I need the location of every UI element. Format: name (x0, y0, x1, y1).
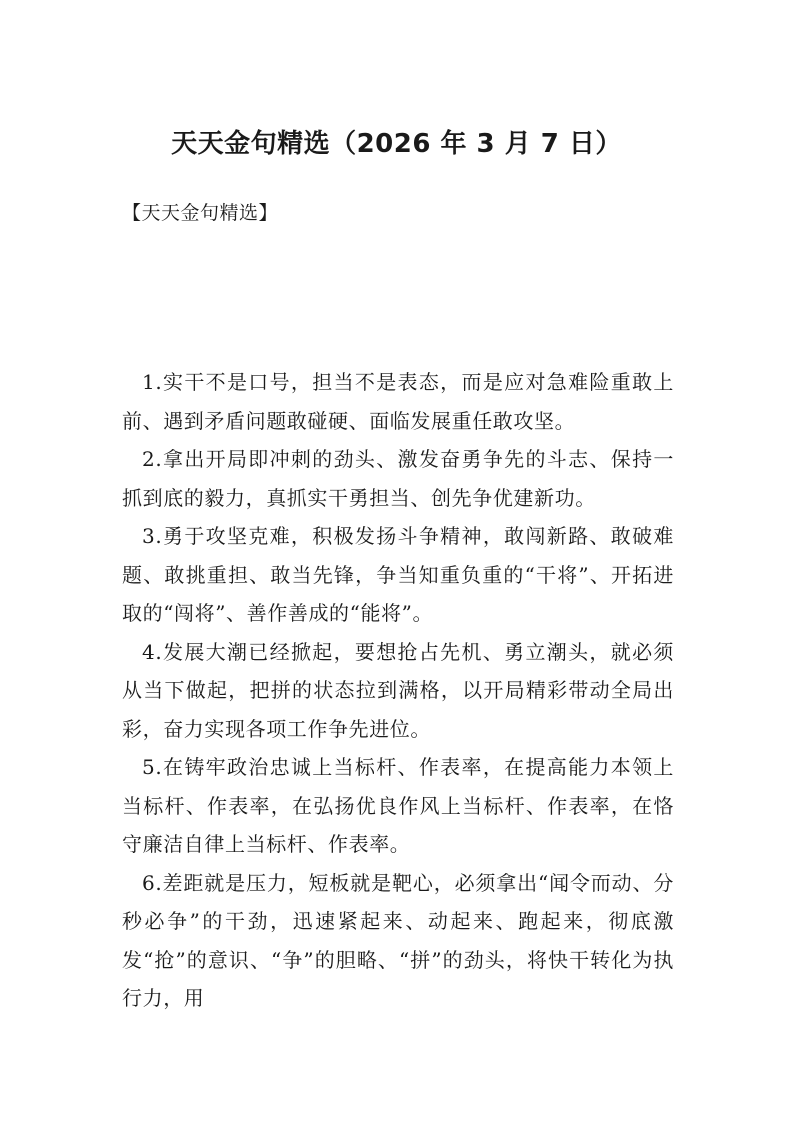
quote-paragraph-4: 4.发展大潮已经掀起，要想抢占先机、勇立潮头，就必须从当下做起，把拼的状态拉到满格，以开局精彩带动全局出彩，奋力实现各项工作争先进位。 (122, 639, 674, 741)
quote-paragraph-3: 3.勇于攻坚克难，积极发扬斗争精神，敢闯新路、敢破难题、敢挑重担、敢当先锋，争当知重负重的“干将”、开拓进取的“闯将”、善作善成的“能将”。 (122, 524, 674, 625)
quote-paragraph-6: 6.差距就是压力，短板就是靶心，必须拿出“闻令而动、分秒必争”的干劲，迅速紧起来、动起来、跑起来，彻底激发“抢”的意识、“争”的胆略、“拼”的劲头，将快干转化为执行力，用 (122, 870, 674, 1010)
document-title: 天天金句精选（2026 年 3 月 7 日） (171, 129, 622, 159)
quote-paragraph-1: 1.实干不是口号，担当不是表态，而是应对急难险重敢上前、遇到矛盾问题敢碰硬、面临发展重任敢攻坚。 (122, 370, 674, 433)
document-body (122, 363, 674, 1018)
quote-paragraph-2: 2.拿出开局即冲刺的劲头、激发奋勇争先的斗志、保持一抓到底的毅力，真抓实干勇担当、创先争优建新功。 (122, 447, 674, 510)
quote-paragraph-5: 5.在铸牢政治忠诚上当标杆、作表率，在提高能力本领上当标杆、作表率，在弘扬优良作风上当标杆、作表率，在恪守廉洁自律上当标杆、作表率。 (122, 755, 674, 856)
section-label: 【天天金句精选】 (122, 202, 279, 224)
